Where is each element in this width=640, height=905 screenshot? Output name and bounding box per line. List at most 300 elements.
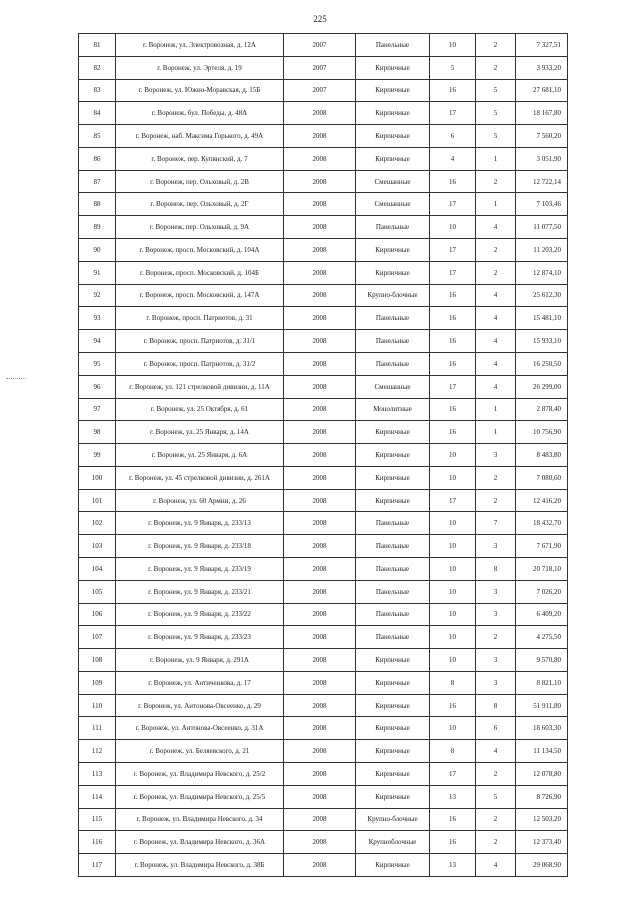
row-material: Смешанные [356, 170, 430, 193]
row-floors: 10 [430, 512, 476, 535]
row-year: 2008 [284, 535, 356, 558]
row-sum: 29 068,90 [516, 854, 568, 877]
row-number: 114 [79, 785, 116, 808]
row-floors: 10 [430, 603, 476, 626]
row-year: 2008 [284, 216, 356, 239]
row-year: 2008 [284, 284, 356, 307]
row-entrances: 5 [476, 125, 516, 148]
row-entrances: 4 [476, 307, 516, 330]
row-entrances: 2 [476, 808, 516, 831]
row-number: 83 [79, 79, 116, 102]
row-number: 97 [79, 398, 116, 421]
row-floors: 10 [430, 34, 476, 57]
row-floors: 17 [430, 763, 476, 786]
row-sum: 12 503,20 [516, 808, 568, 831]
row-entrances: 6 [476, 717, 516, 740]
row-sum: 20 718,10 [516, 557, 568, 580]
table-row [79, 557, 568, 580]
row-floors: 17 [430, 102, 476, 125]
row-floors: 17 [430, 375, 476, 398]
row-entrances: 5 [476, 79, 516, 102]
row-material: Панельные [356, 307, 430, 330]
row-entrances: 4 [476, 375, 516, 398]
row-entrances: 2 [476, 170, 516, 193]
row-floors: 16 [430, 694, 476, 717]
row-floors: 10 [430, 717, 476, 740]
row-address: г. Воронеж, ул. Южно-Моравская, д. 15Б [116, 79, 284, 102]
table-row [79, 375, 568, 398]
table-row [79, 785, 568, 808]
table-row [79, 694, 568, 717]
row-number: 115 [79, 808, 116, 831]
row-year: 2008 [284, 489, 356, 512]
row-sum: 12 874,10 [516, 261, 568, 284]
table-row [79, 307, 568, 330]
row-year: 2008 [284, 694, 356, 717]
row-entrances: 3 [476, 535, 516, 558]
row-floors: 6 [430, 125, 476, 148]
row-material: Кирпичные [356, 785, 430, 808]
row-year: 2008 [284, 102, 356, 125]
row-entrances: 1 [476, 147, 516, 170]
row-sum: 4 275,50 [516, 626, 568, 649]
row-sum: 7 560,20 [516, 125, 568, 148]
row-number: 100 [79, 466, 116, 489]
row-number: 84 [79, 102, 116, 125]
row-number: 87 [79, 170, 116, 193]
row-floors: 10 [430, 557, 476, 580]
row-number: 117 [79, 854, 116, 877]
row-floors: 16 [430, 352, 476, 375]
row-year: 2008 [284, 147, 356, 170]
row-number: 94 [79, 330, 116, 353]
row-entrances: 1 [476, 421, 516, 444]
row-year: 2008 [284, 170, 356, 193]
row-year: 2008 [284, 557, 356, 580]
row-year: 2008 [284, 831, 356, 854]
row-sum: 9 570,80 [516, 649, 568, 672]
row-number: 90 [79, 239, 116, 262]
row-floors: 17 [430, 193, 476, 216]
row-number: 108 [79, 649, 116, 672]
table-row [79, 330, 568, 353]
row-floors: 10 [430, 216, 476, 239]
row-sum: 15 481,10 [516, 307, 568, 330]
row-material: Кирпичные [356, 102, 430, 125]
row-material: Кирпичные [356, 125, 430, 148]
table-row [79, 398, 568, 421]
row-year: 2008 [284, 626, 356, 649]
row-material: Панельные [356, 34, 430, 57]
row-number: 111 [79, 717, 116, 740]
row-year: 2008 [284, 330, 356, 353]
row-address: г. Воронеж, ул. 60 Армии, д. 26 [116, 489, 284, 512]
row-material: Кирпичные [356, 763, 430, 786]
row-sum: 12 722,14 [516, 170, 568, 193]
row-entrances: 3 [476, 649, 516, 672]
row-address: г. Воронеж, ул. 121 стрелковой дивизии, д. 11А [116, 375, 284, 398]
row-number: 81 [79, 34, 116, 57]
row-year: 2008 [284, 193, 356, 216]
row-material: Кирпичные [356, 147, 430, 170]
row-floors: 10 [430, 649, 476, 672]
row-address: г. Воронеж, ул. 25 Января, д. 14А [116, 421, 284, 444]
row-sum: 11 134,50 [516, 740, 568, 763]
row-address: г. Воронеж, просп. Патриотов, д. 31/1 [116, 330, 284, 353]
table-row [79, 284, 568, 307]
row-address: г. Воронеж, просп. Московский, д. 147А [116, 284, 284, 307]
table-row [79, 740, 568, 763]
row-address: г. Воронеж, ул. 25 Октября, д. 61 [116, 398, 284, 421]
row-entrances: 4 [476, 284, 516, 307]
row-entrances: 8 [476, 694, 516, 717]
row-sum: 10 756,90 [516, 421, 568, 444]
row-year: 2008 [284, 785, 356, 808]
row-address: г. Воронеж, бул. Победы, д. 48А [116, 102, 284, 125]
row-material: Панельные [356, 330, 430, 353]
row-entrances: 5 [476, 102, 516, 125]
row-sum: 12 373,40 [516, 831, 568, 854]
row-sum: 12 078,80 [516, 763, 568, 786]
row-entrances: 2 [476, 261, 516, 284]
row-number: 101 [79, 489, 116, 512]
row-floors: 16 [430, 284, 476, 307]
row-sum: 2 878,40 [516, 398, 568, 421]
row-entrances: 2 [476, 34, 516, 57]
row-number: 91 [79, 261, 116, 284]
row-year: 2007 [284, 34, 356, 57]
table-row [79, 626, 568, 649]
row-address: г. Воронеж, ул. 45 стрелковой дивизии, д. 261А [116, 466, 284, 489]
row-sum: 8 726,90 [516, 785, 568, 808]
row-floors: 17 [430, 489, 476, 512]
row-number: 99 [79, 444, 116, 467]
row-sum: 7 671,90 [516, 535, 568, 558]
row-sum: 6 409,20 [516, 603, 568, 626]
row-material: Кирпичные [356, 79, 430, 102]
table-row [79, 193, 568, 216]
page-number: 225 [313, 14, 327, 24]
row-entrances: 4 [476, 740, 516, 763]
row-material: Кирпичные [356, 694, 430, 717]
row-number: 85 [79, 125, 116, 148]
row-address: г. Воронеж, ул. 9 Января, д. 233/13 [116, 512, 284, 535]
row-entrances: 1 [476, 398, 516, 421]
table-row [79, 261, 568, 284]
row-floors: 16 [430, 831, 476, 854]
row-material: Монолитные [356, 398, 430, 421]
row-year: 2008 [284, 603, 356, 626]
row-address: г. Воронеж, пер. Ольховый, д. 2В [116, 170, 284, 193]
row-address: г. Воронеж, ул. Владимира Невского, д. 34 [116, 808, 284, 831]
row-year: 2008 [284, 421, 356, 444]
row-year: 2008 [284, 375, 356, 398]
row-sum: 7 026,20 [516, 580, 568, 603]
row-year: 2007 [284, 79, 356, 102]
row-year: 2007 [284, 56, 356, 79]
row-floors: 10 [430, 444, 476, 467]
row-sum: 27 681,10 [516, 79, 568, 102]
row-entrances: 3 [476, 444, 516, 467]
row-material: Кирпичные [356, 717, 430, 740]
table-row [79, 147, 568, 170]
row-material: Крупноблочные [356, 831, 430, 854]
row-year: 2008 [284, 352, 356, 375]
row-material: Крупно-блочные [356, 808, 430, 831]
row-sum: 8 821,10 [516, 671, 568, 694]
row-number: 109 [79, 671, 116, 694]
row-address: г. Воронеж, ул. 9 Января, д. 233/22 [116, 603, 284, 626]
row-address: г. Воронеж, ул. Владимира Невского, д. 25/2 [116, 763, 284, 786]
row-address: г. Воронеж, просп. Московский, д. 104А [116, 239, 284, 262]
row-address: г. Воронеж, ул. Эртеля, д. 19 [116, 56, 284, 79]
row-address: г. Воронеж, ул. Античенкова, д. 17 [116, 671, 284, 694]
row-number: 82 [79, 56, 116, 79]
row-address: г. Воронеж, наб. Максима Горького, д. 49А [116, 125, 284, 148]
row-year: 2008 [284, 466, 356, 489]
row-material: Панельные [356, 626, 430, 649]
table-row [79, 671, 568, 694]
row-entrances: 2 [476, 56, 516, 79]
row-address: г. Воронеж, ул. 9 Января, д. 233/19 [116, 557, 284, 580]
row-material: Кирпичные [356, 489, 430, 512]
row-entrances: 4 [476, 216, 516, 239]
row-year: 2008 [284, 580, 356, 603]
row-material: Панельные [356, 557, 430, 580]
row-entrances: 3 [476, 671, 516, 694]
row-number: 89 [79, 216, 116, 239]
row-year: 2008 [284, 261, 356, 284]
row-entrances: 7 [476, 512, 516, 535]
row-sum: 7 103,46 [516, 193, 568, 216]
row-material: Кирпичные [356, 239, 430, 262]
row-floors: 8 [430, 740, 476, 763]
table-row [79, 466, 568, 489]
table-row [79, 170, 568, 193]
row-material: Панельные [356, 216, 430, 239]
table-row [79, 56, 568, 79]
row-sum: 7 327,51 [516, 34, 568, 57]
row-entrances: 4 [476, 352, 516, 375]
row-address: г. Воронеж, пер. Купянский, д. 7 [116, 147, 284, 170]
row-floors: 16 [430, 421, 476, 444]
table-row [79, 649, 568, 672]
row-floors: 17 [430, 261, 476, 284]
row-material: Кирпичные [356, 56, 430, 79]
row-material: Смешанные [356, 375, 430, 398]
row-material: Смешанные [356, 193, 430, 216]
row-number: 103 [79, 535, 116, 558]
row-floors: 16 [430, 330, 476, 353]
row-floors: 13 [430, 854, 476, 877]
row-floors: 10 [430, 626, 476, 649]
row-number: 116 [79, 831, 116, 854]
row-year: 2008 [284, 125, 356, 148]
table-row [79, 808, 568, 831]
table-row [79, 717, 568, 740]
row-address: г. Воронеж, ул. 9 Января, д. 233/18 [116, 535, 284, 558]
row-address: г. Воронеж, ул. 9 Января, д. 233/23 [116, 626, 284, 649]
row-material: Кирпичные [356, 421, 430, 444]
row-address: г. Воронеж, пер. Ольховый, д. 2Г [116, 193, 284, 216]
row-material: Панельные [356, 535, 430, 558]
row-address: г. Воронеж, ул. Беляевского, д. 21 [116, 740, 284, 763]
row-entrances: 2 [476, 626, 516, 649]
row-material: Кирпичные [356, 261, 430, 284]
table-row [79, 34, 568, 57]
row-sum: 18 432,70 [516, 512, 568, 535]
row-material: Панельные [356, 512, 430, 535]
table-row [79, 421, 568, 444]
table-row [79, 763, 568, 786]
row-floors: 16 [430, 79, 476, 102]
row-year: 2008 [284, 763, 356, 786]
row-address: г. Воронеж, просп. Московский, д. 104Б [116, 261, 284, 284]
housing-table [78, 33, 568, 877]
row-address: г. Воронеж, ул. Владимира Невского, д. 25/5 [116, 785, 284, 808]
row-sum: 11 203,20 [516, 239, 568, 262]
table-row [79, 603, 568, 626]
table-body [79, 34, 568, 877]
row-entrances: 2 [476, 831, 516, 854]
row-number: 113 [79, 763, 116, 786]
row-number: 98 [79, 421, 116, 444]
row-entrances: 4 [476, 330, 516, 353]
row-year: 2008 [284, 649, 356, 672]
row-entrances: 3 [476, 580, 516, 603]
row-number: 96 [79, 375, 116, 398]
row-address: г. Воронеж, ул. 9 Января, д. 233/21 [116, 580, 284, 603]
row-address: г. Воронеж, ул. 25 Января, д. 6А [116, 444, 284, 467]
table-row [79, 831, 568, 854]
table-row [79, 580, 568, 603]
row-address: г. Воронеж, просп. Патриотов, д. 31 [116, 307, 284, 330]
row-floors: 16 [430, 808, 476, 831]
row-entrances: 5 [476, 785, 516, 808]
row-floors: 16 [430, 398, 476, 421]
row-address: г. Воронеж, ул. Антонова-Овсеенко, д. 29 [116, 694, 284, 717]
row-year: 2008 [284, 307, 356, 330]
row-address: г. Воронеж, пер. Ольховый, д. 9А [116, 216, 284, 239]
row-address: г. Воронеж, ул. Электровозная, д. 12А [116, 34, 284, 57]
row-material: Кирпичные [356, 466, 430, 489]
row-year: 2008 [284, 239, 356, 262]
row-floors: 8 [430, 671, 476, 694]
row-year: 2008 [284, 398, 356, 421]
row-year: 2008 [284, 740, 356, 763]
row-material: Крупно-блочные [356, 284, 430, 307]
row-sum: 26 299,00 [516, 375, 568, 398]
row-year: 2008 [284, 671, 356, 694]
row-entrances: 1 [476, 193, 516, 216]
row-sum: 7 080,60 [516, 466, 568, 489]
row-sum: 3 051,90 [516, 147, 568, 170]
row-address: г. Воронеж, ул. 9 Января, д. 291А [116, 649, 284, 672]
row-material: Кирпичные [356, 671, 430, 694]
row-material: Панельные [356, 352, 430, 375]
row-number: 104 [79, 557, 116, 580]
row-floors: 16 [430, 307, 476, 330]
row-floors: 16 [430, 170, 476, 193]
row-floors: 10 [430, 466, 476, 489]
table-row [79, 125, 568, 148]
row-year: 2008 [284, 854, 356, 877]
row-entrances: 2 [476, 239, 516, 262]
row-sum: 12 416,20 [516, 489, 568, 512]
table-row [79, 216, 568, 239]
table-row [79, 239, 568, 262]
row-number: 107 [79, 626, 116, 649]
table-row [79, 854, 568, 877]
row-number: 86 [79, 147, 116, 170]
row-number: 92 [79, 284, 116, 307]
row-year: 2008 [284, 717, 356, 740]
row-material: Кирпичные [356, 649, 430, 672]
row-floors: 4 [430, 147, 476, 170]
row-number: 93 [79, 307, 116, 330]
row-material: Кирпичные [356, 854, 430, 877]
row-address: г. Воронеж, ул. Владимира Невского, д. 36А [116, 831, 284, 854]
row-sum: 18 167,80 [516, 102, 568, 125]
row-floors: 10 [430, 535, 476, 558]
row-entrances: 2 [476, 489, 516, 512]
table-row [79, 79, 568, 102]
row-sum: 51 911,80 [516, 694, 568, 717]
table-row [79, 352, 568, 375]
row-year: 2008 [284, 808, 356, 831]
row-number: 102 [79, 512, 116, 535]
row-floors: 5 [430, 56, 476, 79]
row-sum: 8 483,80 [516, 444, 568, 467]
row-address: г. Воронеж, ул. Владимира Невского, д. 38Б [116, 854, 284, 877]
row-entrances: 3 [476, 603, 516, 626]
row-material: Кирпичные [356, 444, 430, 467]
row-material: Кирпичные [356, 740, 430, 763]
row-floors: 13 [430, 785, 476, 808]
row-entrances: 8 [476, 557, 516, 580]
table-row [79, 444, 568, 467]
row-sum: 25 612,30 [516, 284, 568, 307]
row-material: Панельные [356, 580, 430, 603]
table-row [79, 489, 568, 512]
margin-mark [6, 378, 26, 379]
row-entrances: 4 [476, 854, 516, 877]
row-entrances: 2 [476, 466, 516, 489]
row-number: 88 [79, 193, 116, 216]
table-row [79, 102, 568, 125]
row-number: 105 [79, 580, 116, 603]
row-sum: 11 077,50 [516, 216, 568, 239]
row-number: 112 [79, 740, 116, 763]
row-year: 2008 [284, 512, 356, 535]
row-year: 2008 [284, 444, 356, 467]
row-number: 110 [79, 694, 116, 717]
table-row [79, 512, 568, 535]
row-floors: 17 [430, 239, 476, 262]
table-row [79, 535, 568, 558]
row-sum: 16 250,50 [516, 352, 568, 375]
row-sum: 15 933,10 [516, 330, 568, 353]
row-floors: 10 [430, 580, 476, 603]
row-address: г. Воронеж, ул. Антонова-Овсеенко, д. 31А [116, 717, 284, 740]
row-sum: 3 933,20 [516, 56, 568, 79]
row-address: г. Воронеж, просп. Патриотов, д. 31/2 [116, 352, 284, 375]
row-material: Панельные [356, 603, 430, 626]
row-number: 95 [79, 352, 116, 375]
row-number: 106 [79, 603, 116, 626]
row-sum: 18 603,30 [516, 717, 568, 740]
row-entrances: 2 [476, 763, 516, 786]
